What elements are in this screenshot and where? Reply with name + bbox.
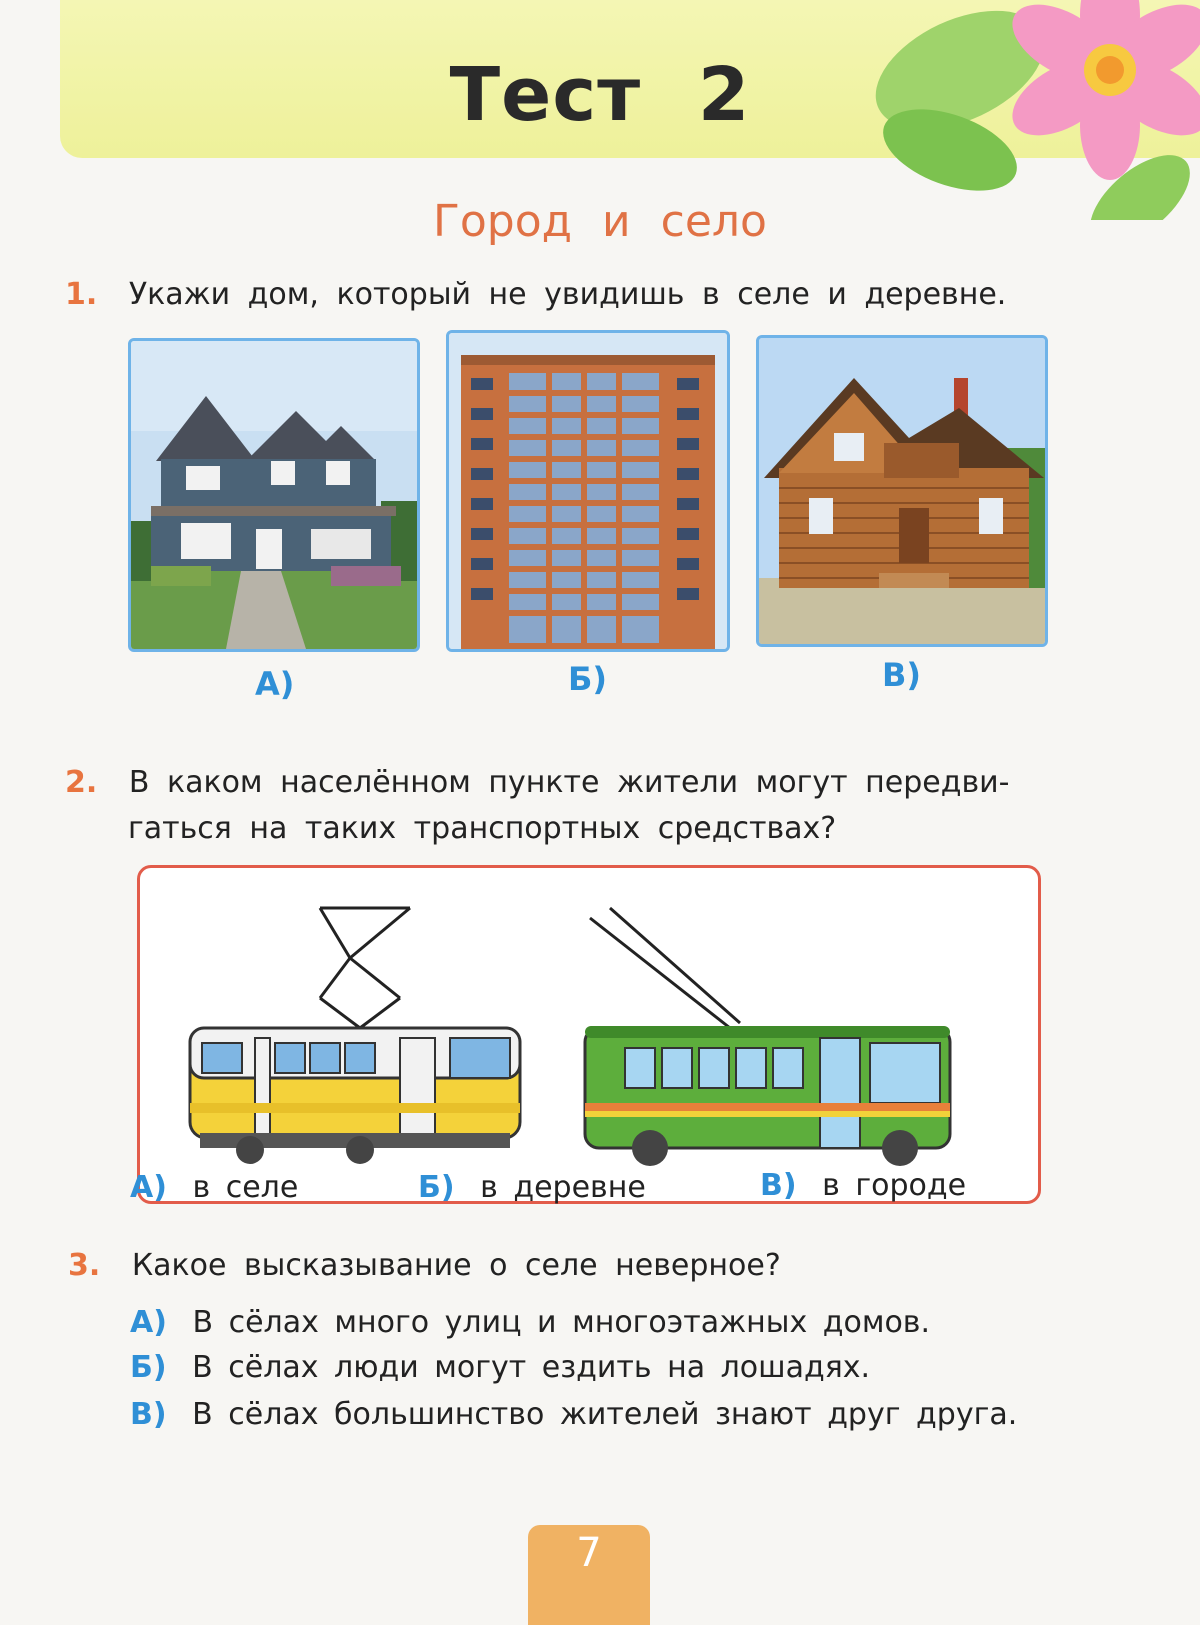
q2-answer-a[interactable] <box>130 1170 298 1205</box>
question-number: 3. <box>68 1248 101 1283</box>
answer-label: Б) <box>130 1350 167 1385</box>
q3-answer-a[interactable] <box>130 1305 930 1340</box>
answer-text: В сёлах много улиц и многоэтажных домов. <box>192 1305 931 1340</box>
answer-text: в городе <box>822 1168 967 1203</box>
question-number: 1. <box>65 277 98 312</box>
question-text: Укажи дом, который не увидишь в селе и деревне. <box>128 277 1007 312</box>
answer-text: в селе <box>192 1170 299 1205</box>
question-2-line-2: гаться на таких транспортных средствах? <box>128 811 837 846</box>
question-text: Какое высказывание о селе неверное? <box>131 1248 781 1283</box>
q3-answer-c[interactable] <box>130 1397 1017 1432</box>
answer-label: Б) <box>418 1170 455 1205</box>
answer-text: в деревне <box>480 1170 646 1205</box>
question-1 <box>65 272 1006 318</box>
test-title: Тест 2 <box>449 52 751 138</box>
page-number: 7 <box>576 1530 602 1576</box>
question-text-line-1: В каком населённом пункте жители могут передви- <box>128 765 1010 800</box>
question-3 <box>68 1243 781 1289</box>
log-house-image <box>759 338 1045 644</box>
house-photo-b[interactable] <box>446 330 730 652</box>
transport-illustration-frame <box>137 865 1041 1204</box>
page-subtitle: Город и село <box>433 196 767 247</box>
q2-answer-b[interactable] <box>418 1170 646 1205</box>
answer-text: В сёлах большинство жителей знают друг друга. <box>192 1397 1018 1432</box>
q3-answer-b[interactable] <box>130 1350 870 1385</box>
answer-label: В) <box>130 1397 167 1432</box>
house-photo-c[interactable] <box>756 335 1048 647</box>
option-label-b[interactable]: Б) <box>568 660 608 698</box>
trolleybus-icon <box>580 898 980 1178</box>
building-image <box>449 333 727 649</box>
answer-label: В) <box>760 1168 797 1203</box>
house-photo-a[interactable] <box>128 338 420 652</box>
question-number: 2. <box>65 765 98 800</box>
option-label-a[interactable]: А) <box>255 665 295 703</box>
q2-answer-c[interactable] <box>760 1168 966 1203</box>
tram-icon <box>160 888 540 1178</box>
answer-text: В сёлах люди могут ездить на лошадях. <box>192 1350 871 1385</box>
answer-label: А) <box>130 1305 167 1340</box>
house-image <box>131 341 417 649</box>
answer-label: А) <box>130 1170 167 1205</box>
option-label-c[interactable]: В) <box>882 656 922 694</box>
question-2 <box>65 760 1010 806</box>
